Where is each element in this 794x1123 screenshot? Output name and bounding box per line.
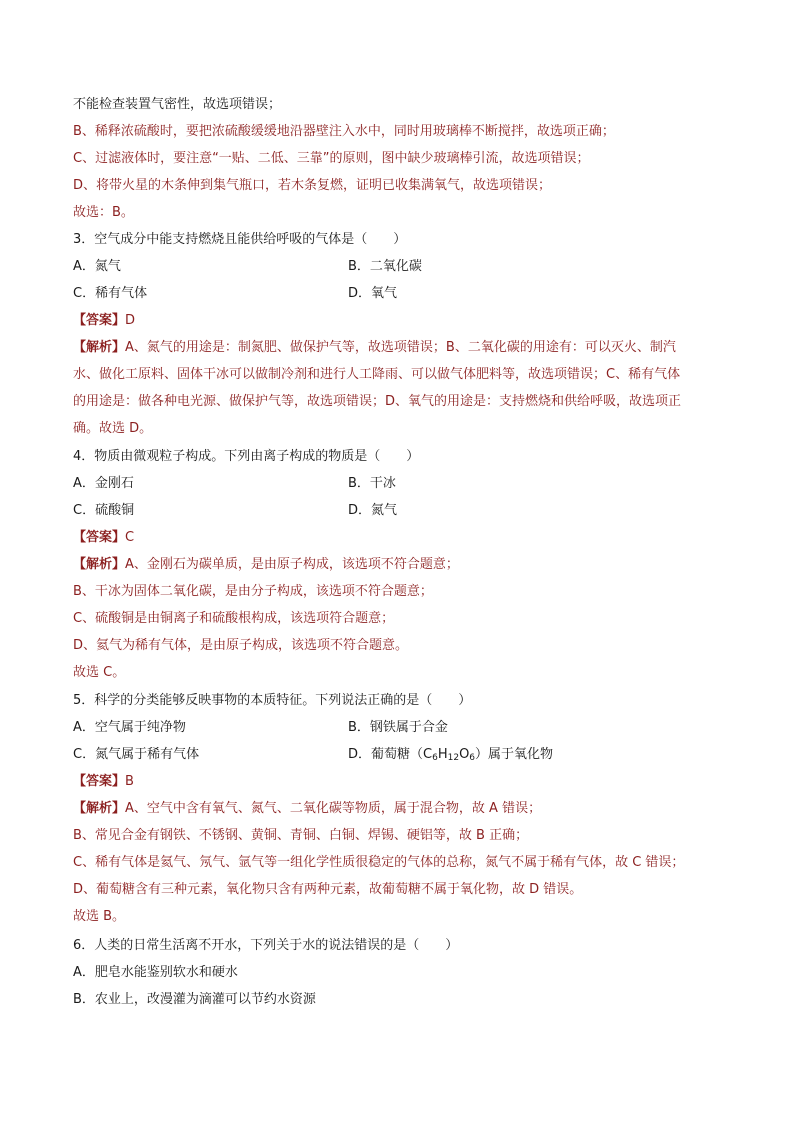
- q2-cont-line-1: 不能检查装置气密性，故选项错误；: [73, 97, 282, 112]
- q3-analysis-line-2: 水、做化工原料、固体干冰可以做制冷剂和进行人工降雨、可以做气体肥料等，故选项错误；C、稀有气体: [73, 367, 681, 382]
- q5-option-d: D．葡萄糖$(C_6H_{12}O_6)$属于氧化物: [348, 747, 554, 763]
- q4-option-a: A．金刚石: [73, 476, 134, 491]
- q4-analysis-line-5: 故选 C。: [73, 665, 126, 680]
- answer-tag: 【答案】: [73, 774, 126, 789]
- q6-stem: 6．人类的日常生活离不开水，下列关于水的说法错误的是（ ）: [73, 938, 459, 953]
- q5-analysis-line-2: B、常见合金有钢铁、不锈钢、黄铜、青铜、白铜、焊锡、硬铝等，故 B 正确；: [73, 828, 529, 843]
- q2-cont-line-5: 故选：B。: [73, 205, 134, 220]
- q4-option-c: C．硫酸铜: [73, 503, 135, 518]
- answer-value: B: [125, 774, 134, 789]
- q3-option-b: B．二氧化碳: [348, 259, 422, 274]
- q2-cont-line-4: D、将带火星的木条伸到集气瓶口，若木条复燃，证明已收集满氧气，故选项错误；: [73, 178, 552, 193]
- q4-option-b: B．干冰: [348, 476, 396, 491]
- q5-answer: [73, 773, 134, 791]
- analysis-tag: 【解析】: [73, 340, 126, 355]
- q3-option-d: D．氧气: [348, 286, 398, 301]
- q5-option-c: C．氮气属于稀有气体: [73, 747, 200, 762]
- q4-analysis-line-2: B、干冰为固体二氧化碳，是由分子构成，该选项不符合题意；: [73, 584, 433, 599]
- answer-tag: 【答案】: [73, 313, 126, 328]
- q5-analysis-line-1: [73, 800, 541, 818]
- analysis-text: A、氮气的用途是：制氮肥、做保护气等，故选项错误；B、二氧化碳的用途有：可以灭火、制汽: [125, 340, 676, 355]
- q4-stem: 4．物质由微观粒子构成。下列由离子构成的物质是（ ）: [73, 449, 420, 464]
- q3-answer: [73, 312, 135, 330]
- q5-analysis-line-4: D、葡萄糖含有三种元素，氧化物只含有两种元素，故葡萄糖不属于氧化物，故 D 错误。: [73, 882, 583, 897]
- q6-option-b: B．农业上，改漫灌为滴灌可以节约水资源: [73, 992, 316, 1007]
- q2-cont-line-3: C、过滤液体时，要注意“一贴、二低、三靠”的原则，图中缺少玻璃棒引流，故选项错误；: [73, 151, 590, 166]
- q3-analysis-line-4: 确。故选 D。: [73, 421, 153, 436]
- answer-value: C: [125, 530, 135, 545]
- analysis-text: A、空气中含有氧气、氮气、二氧化碳等物质，属于混合物，故 A 错误；: [125, 801, 542, 816]
- q5-analysis-line-3: C、稀有气体是氦气、氖气、氩气等一组化学性质很稳定的气体的总称，氮气不属于稀有气体，故 C 错误；: [73, 855, 685, 870]
- q5-option-a: A．空气属于纯净物: [73, 720, 186, 735]
- q4-analysis-line-4: D、氦气为稀有气体，是由原子构成，该选项不符合题意。: [73, 638, 409, 653]
- q6-option-a: A．肥皂水能鉴别软水和硬水: [73, 965, 238, 980]
- q5-analysis-line-5: 故选 B。: [73, 909, 126, 924]
- q2-cont-line-2: B、稀释浓硫酸时，要把浓硫酸缓缓地沿器壁注入水中，同时用玻璃棒不断搅拌，故选项正确；: [73, 124, 615, 139]
- q4-option-d: D．氮气: [348, 503, 398, 518]
- analysis-tag: 【解析】: [73, 557, 126, 572]
- q3-analysis-line-3: 的用途是：做各种电光源、做保护气等，故选项错误；D、氧气的用途是：支持燃烧和供给呼吸，故选项正: [73, 394, 682, 409]
- answer-tag: 【答案】: [73, 530, 126, 545]
- q3-option-a: A．氮气: [73, 259, 121, 274]
- answer-value: D: [125, 313, 136, 328]
- analysis-tag: 【解析】: [73, 801, 126, 816]
- q5-stem: 5．科学的分类能够反映事物的本质特征。下列说法正确的是（ ）: [73, 693, 472, 708]
- q3-stem: 3．空气成分中能支持燃烧且能供给呼吸的气体是（ ）: [73, 232, 407, 247]
- q3-option-c: C．稀有气体: [73, 286, 148, 301]
- q3-analysis-line-1: [73, 339, 676, 357]
- q4-analysis-line-3: C、硫酸铜是由铜离子和硫酸根构成，该选项符合题意；: [73, 611, 395, 626]
- q4-analysis-line-1: [73, 556, 459, 574]
- analysis-text: A、金刚石为碳单质，是由原子构成，该选项不符合题意；: [125, 557, 459, 572]
- q5-option-b: B．钢铁属于合金: [348, 720, 448, 735]
- q4-answer: [73, 529, 134, 547]
